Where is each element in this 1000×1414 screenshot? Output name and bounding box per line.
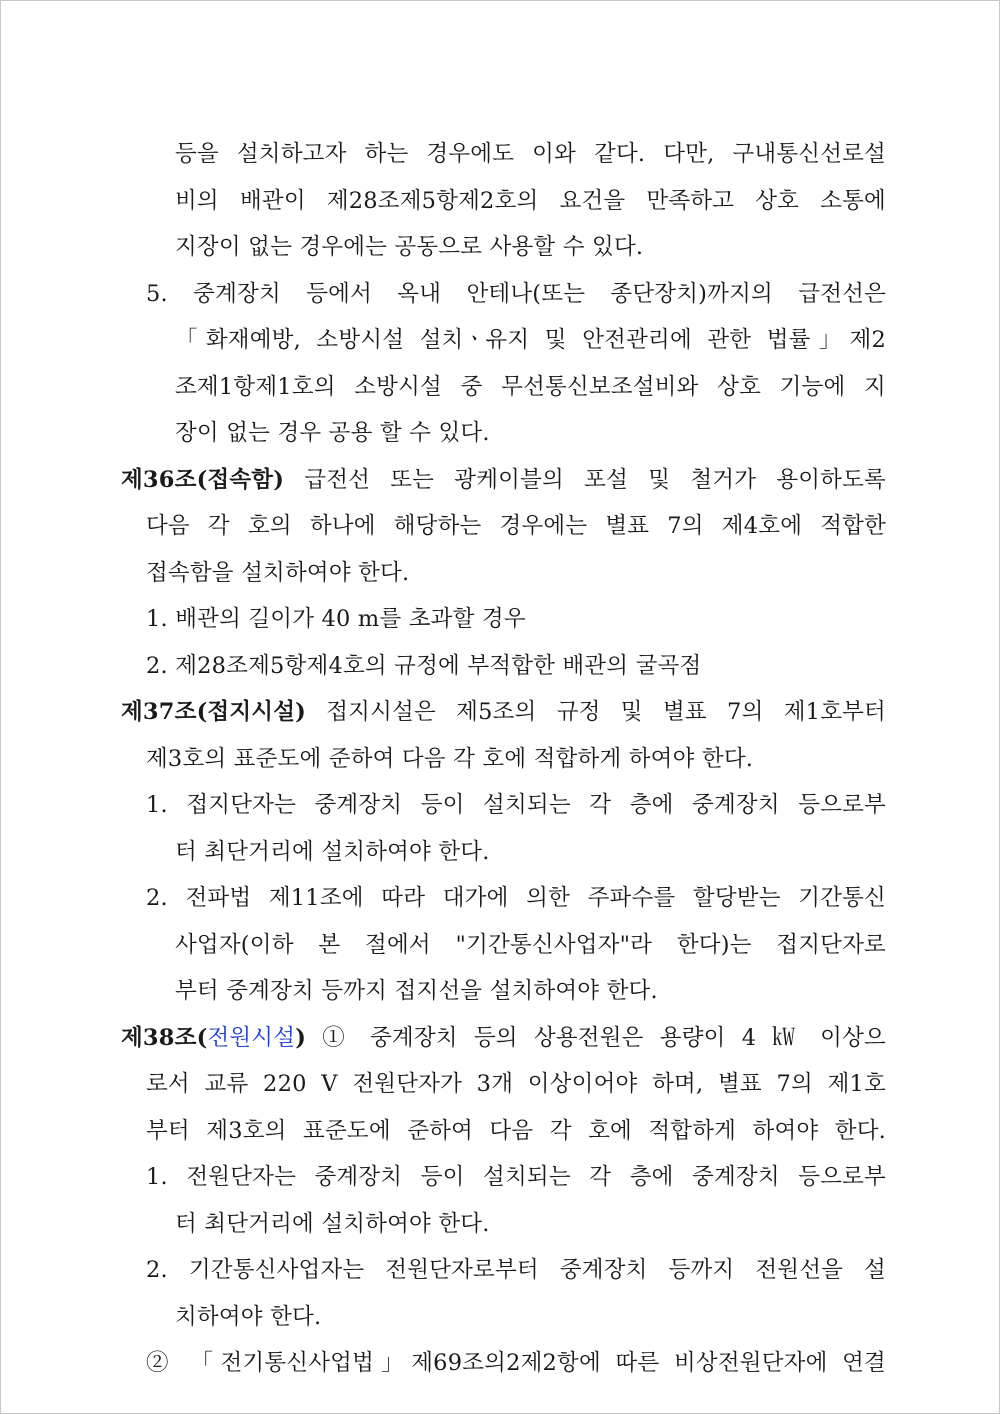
article-38-title-suffix: ) (295, 1024, 307, 1051)
text-line: 다음 각 호의 하나에 해당하는 경우에는 별표 7의 제4호에 적합한 (146, 513, 886, 539)
article-38-title-prefix: 제38조( (121, 1024, 208, 1051)
text-line: 제3호의 표준도에 준하여 다음 각 호에 적합하게 하여야 한다. (146, 745, 754, 772)
text-line: 조제1항제1호의 소방시설 중 무선통신보조설비와 상호 기능에 지 (175, 373, 886, 400)
list-item: 5. 중계장치 등에서 옥내 안테나(또는 종단장치)까지의 급전선은 (146, 280, 886, 307)
text-line: 부터 제3호의 표준도에 준하여 다음 각 호에 적합하게 하여야 한다. (146, 1117, 886, 1144)
article-38-title-link[interactable]: 전원시설 (207, 1024, 296, 1051)
text-line: 비의 배관이 제28조제5항제2호의 요건을 만족하고 상호 소통에 (175, 187, 886, 214)
text-line: 치하여야 한다. (175, 1303, 322, 1330)
list-item: 1. 접지단자는 중계장치 등이 설치되는 각 층에 중계장치 등으로부 (146, 792, 886, 818)
text-line: 터 최단거리에 설치하여야 한다. (175, 1210, 490, 1237)
list-item: 1. 전원단자는 중계장치 등이 설치되는 각 층에 중계장치 등으로부 (146, 1164, 886, 1190)
article-37-title: 제37조(접지시설) (121, 699, 307, 725)
text-line: 로서 교류 220 V 전원단자가 3개 이상이어야 하며, 별표 7의 제1호 (146, 1071, 886, 1097)
article-36-heading-line (121, 457, 886, 504)
text-line: 장이 없는 경우 공용 할 수 있다. (175, 420, 490, 446)
text-line: 사업자(이하 본 절에서 "기간통신사업자"라 한다)는 접지단자로 (175, 931, 886, 958)
text-line: 접속함을 설치하여야 한다. (146, 559, 410, 586)
list-item: 1. 배관의 길이가 40 m를 초과할 경우 (146, 606, 526, 632)
article-37-heading-line (121, 689, 886, 736)
article-38-heading-line (121, 1015, 886, 1062)
list-item: 2. 전파법 제11조에 따라 대가에 의한 주파수를 할당받는 기간통신 (146, 885, 886, 911)
text-line: 터 최단거리에 설치하여야 한다. (175, 838, 490, 865)
article-38-text: ① 중계장치 등의 상용전원은 용량이 4 ㎾ 이상으 (306, 1024, 886, 1051)
article-37-text: 접지시설은 제5조의 규정 및 별표 7의 제1호부터 (306, 699, 886, 725)
article-36-title: 제36조(접속함) (121, 466, 285, 493)
text-line: 부터 중계장치 등까지 접지선을 설치하여야 한다. (175, 978, 658, 1004)
document-body (121, 131, 886, 1387)
text-line: 「화재예방, 소방시설 설치ㆍ유지 및 안전관리에 관한 법률」제2 (175, 327, 886, 353)
text-line: 등을 설치하고자 하는 경우에도 이와 같다. 다만, 구내통신선로설 (175, 141, 886, 167)
paragraph-2: ② 「전기통신사업법」제69조의2제2항에 따른 비상전원단자에 연결 (146, 1350, 886, 1376)
list-item: 2. 기간통신사업자는 전원단자로부터 중계장치 등까지 전원선을 설 (146, 1257, 886, 1283)
text-line: 지장이 없는 경우에는 공동으로 사용할 수 있다. (175, 234, 644, 260)
list-item: 2. 제28조제5항제4호의 규정에 부적합한 배관의 굴곡점 (146, 652, 702, 679)
article-36-text: 급전선 또는 광케이블의 포설 및 철거가 용이하도록 (284, 466, 886, 493)
